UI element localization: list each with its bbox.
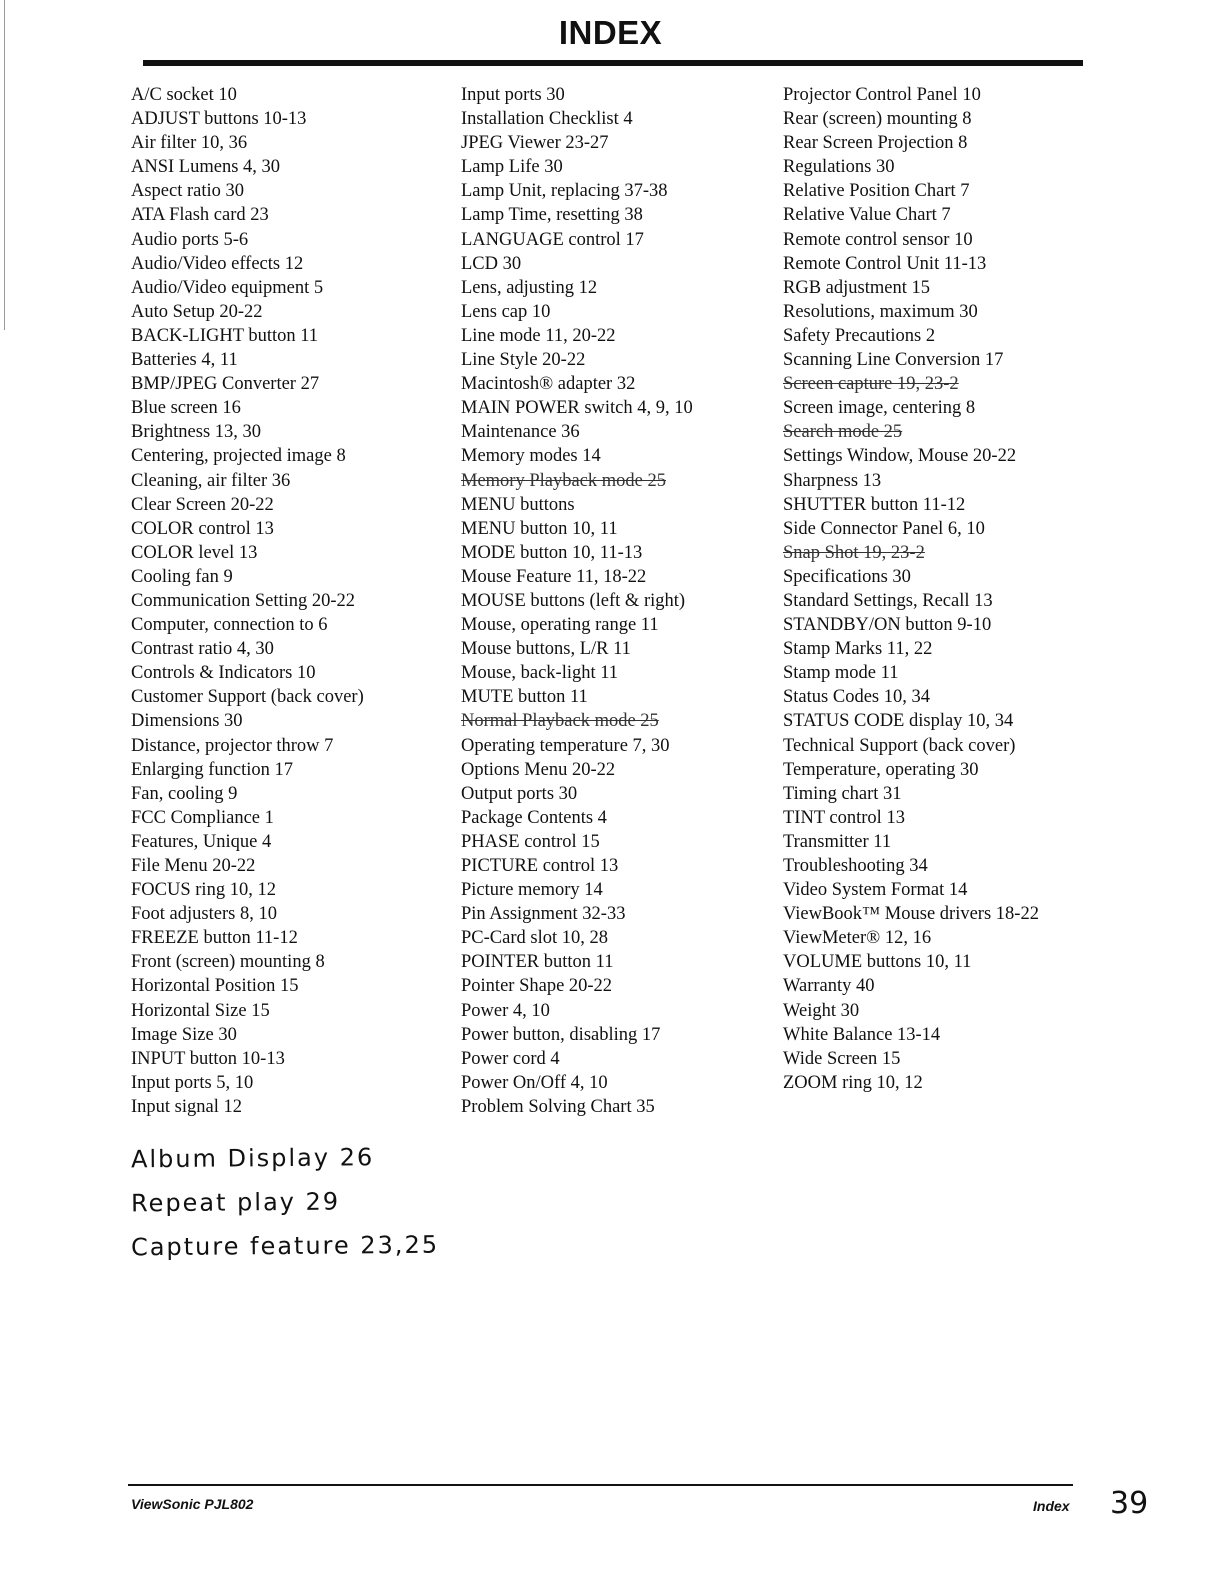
index-column-1 [131,83,461,1119]
index-entry: ViewBook™ Mouse drivers 18-22 [783,904,1039,925]
index-entry: Distance, projector throw 7 [131,735,334,756]
index-entry: Screen capture 19, 23-2 [783,374,959,395]
index-entry: Clear Screen 20-22 [131,494,274,515]
index-entry: Macintosh® adapter 32 [461,374,636,395]
index-entry: Memory Playback mode 25 [461,470,666,491]
index-entry: File Menu 20-22 [131,856,256,876]
index-entry: STATUS CODE display 10, 34 [783,711,1014,732]
index-entry: Lamp Time, resetting 38 [461,205,643,226]
index-entry: Temperature, operating 30 [783,759,979,780]
index-entry: Snap Shot 19, 23-2 [783,542,925,563]
index-entry: Screen image, centering 8 [783,398,976,419]
index-entry: Input ports 5, 10 [131,1072,254,1093]
index-entry: Problem Solving Chart 35 [461,1096,655,1117]
index-entry: Features, Unique 4 [131,831,272,852]
index-entry: Cooling fan 9 [131,566,233,587]
index-entry: Fan, cooling 9 [131,783,238,804]
index-entry: BACK-LIGHT button 11 [131,325,319,346]
index-entry: COLOR control 13 [131,518,274,539]
index-entry: Lamp Unit, replacing 37-38 [461,181,668,202]
index-entry: Lens, adjusting 12 [461,277,598,298]
index-entry: Rear (screen) mounting 8 [783,109,972,130]
index-entry: Package Contents 4 [461,807,607,828]
index-entry: A/C socket 10 [131,85,237,105]
index-entry: Side Connector Panel 6, 10 [783,518,985,539]
index-entry: MUTE button 11 [461,687,588,708]
index-column-3 [783,83,1113,1095]
handwritten-note: Album Display 26 [130,1143,375,1174]
index-entry: Settings Window, Mouse 20-22 [783,446,1017,467]
index-entry: Line Style 20-22 [461,350,586,371]
index-entry: Relative Position Chart 7 [783,181,970,202]
index-entry: Mouse, back-light 11 [461,663,619,684]
index-entry: Scanning Line Conversion 17 [783,350,1004,371]
index-entry: RGB adjustment 15 [783,277,930,298]
footer-product-name: ViewSonic PJL802 [131,1496,254,1512]
index-entry: JPEG Viewer 23-27 [461,133,609,154]
index-entry: Foot adjusters 8, 10 [131,904,277,925]
index-entry: Warranty 40 [783,976,875,997]
index-entry: Regulations 30 [783,157,895,178]
index-entry: Blue screen 16 [131,398,241,419]
index-entry: Horizontal Position 15 [131,976,299,997]
footer-section-name: Index [1033,1498,1070,1514]
index-entry: Stamp Marks 11, 22 [783,639,933,660]
index-entry: Power On/Off 4, 10 [461,1072,608,1093]
index-entry: Input signal 12 [131,1096,242,1117]
index-entry: ANSI Lumens 4, 30 [131,157,281,178]
index-entry: Pin Assignment 32-33 [461,904,626,925]
index-entry: FREEZE button 11-12 [131,928,298,949]
index-entry: White Balance 13-14 [783,1024,941,1045]
index-entry: Relative Value Chart 7 [783,205,951,226]
page-title: INDEX [558,14,663,51]
index-entry: Maintenance 36 [461,422,580,443]
page-number: 39 [1110,1486,1149,1521]
handwritten-notes [131,1136,439,1268]
index-entry: Computer, connection to 6 [131,615,328,636]
index-entry: Specifications 30 [783,566,911,587]
handwritten-note: Repeat play 29 [130,1187,341,1218]
index-entry: Input ports 30 [461,85,565,105]
index-column-2 [461,83,791,1119]
index-entry: ViewMeter® 12, 16 [783,928,932,949]
index-entry: Timing chart 31 [783,783,902,804]
index-entry: Horizontal Size 15 [131,1000,270,1021]
index-entry: Rear Screen Projection 8 [783,133,968,154]
index-entry: Controls & Indicators 10 [131,663,316,684]
index-entry: LCD 30 [461,253,522,274]
index-entry: INPUT button 10-13 [131,1048,285,1069]
index-entry: Weight 30 [783,1000,860,1021]
index-entry: TINT control 13 [783,807,905,828]
index-entry: Audio/Video effects 12 [131,253,304,274]
index-entry: SHUTTER button 11-12 [783,494,966,515]
index-entry: MOUSE buttons (left & right) [461,590,686,611]
index-entry: MAIN POWER switch 4, 9, 10 [461,398,693,419]
index-entry: Cleaning, air filter 36 [131,470,291,491]
index-entry: ATA Flash card 23 [131,205,269,226]
index-entry: VOLUME buttons 10, 11 [783,952,972,973]
index-entry: Front (screen) mounting 8 [131,952,325,973]
index-entry: Troubleshooting 34 [783,856,928,876]
title-rule [143,60,1083,66]
index-entry: Remote control sensor 10 [783,229,973,250]
index-entry: ADJUST buttons 10-13 [131,109,307,130]
index-entry: Picture memory 14 [461,880,603,901]
index-entry: ZOOM ring 10, 12 [783,1072,923,1093]
index-entry: Standard Settings, Recall 13 [783,590,993,611]
index-entry: FCC Compliance 1 [131,807,274,828]
index-entry: Audio/Video equipment 5 [131,277,324,298]
index-entry: Pointer Shape 20-22 [461,976,613,997]
index-entry: PHASE control 15 [461,831,600,852]
index-entry: Mouse, operating range 11 [461,615,659,636]
index-entry: Communication Setting 20-22 [131,590,356,611]
index-entry: Contrast ratio 4, 30 [131,639,274,660]
index-entry: Brightness 13, 30 [131,422,262,443]
index-entry: Customer Support (back cover) [131,687,364,708]
index-entry: Wide Screen 15 [783,1048,901,1069]
index-entry: Mouse Feature 11, 18-22 [461,566,647,587]
index-entry: Dimensions 30 [131,711,243,732]
index-entry: Centering, projected image 8 [131,446,346,467]
index-entry: Enlarging function 17 [131,759,294,780]
index-entry: Image Size 30 [131,1024,237,1045]
index-entry: Line mode 11, 20-22 [461,325,616,346]
index-entry: POINTER button 11 [461,952,614,973]
index-entry: Power 4, 10 [461,1000,550,1021]
index-entry: Output ports 30 [461,783,578,804]
index-entry: MENU buttons [461,494,575,515]
index-entry: Search mode 25 [783,422,903,443]
index-entry: Transmitter 11 [783,831,892,852]
index-entry: Technical Support (back cover) [783,735,1016,756]
index-entry: Lens cap 10 [461,301,551,322]
index-entry: Projector Control Panel 10 [783,85,981,105]
index-entry: Normal Playback mode 25 [461,711,659,732]
index-entry: Power button, disabling 17 [461,1024,661,1045]
index-entry: Sharpness 13 [783,470,882,491]
index-entry: Resolutions, maximum 30 [783,301,978,322]
index-entry: Memory modes 14 [461,446,601,467]
index-entry: Audio ports 5-6 [131,229,249,250]
index-entry: Status Codes 10, 34 [783,687,930,708]
footer-rule [128,1484,1073,1486]
index-entry: COLOR level 13 [131,542,258,563]
index-entry: Operating temperature 7, 30 [461,735,670,756]
index-entry: Batteries 4, 11 [131,350,238,371]
index-entry: Mouse buttons, L/R 11 [461,639,631,660]
index-entry: Auto Setup 20-22 [131,301,263,322]
index-entry: LANGUAGE control 17 [461,229,644,250]
index-entry: Power cord 4 [461,1048,560,1069]
index-entry: Options Menu 20-22 [461,759,616,780]
index-entry: Installation Checklist 4 [461,109,633,130]
index-entry: Remote Control Unit 11-13 [783,253,987,274]
index-entry: Safety Precautions 2 [783,325,936,346]
handwritten-note: Capture feature 23,25 [130,1230,440,1262]
index-entry: Aspect ratio 30 [131,181,245,202]
index-entry: Stamp mode 11 [783,663,899,684]
index-entry: MENU button 10, 11 [461,518,618,539]
index-entry: Lamp Life 30 [461,157,563,178]
index-entry: STANDBY/ON button 9-10 [783,615,992,636]
index-entry: MODE button 10, 11-13 [461,542,643,563]
index-entry: PC-Card slot 10, 28 [461,928,608,949]
index-entry: PICTURE control 13 [461,856,619,876]
index-entry: Video System Format 14 [783,880,968,901]
index-entry: FOCUS ring 10, 12 [131,880,276,901]
index-entry: Air filter 10, 36 [131,133,248,154]
index-entry: BMP/JPEG Converter 27 [131,374,320,395]
